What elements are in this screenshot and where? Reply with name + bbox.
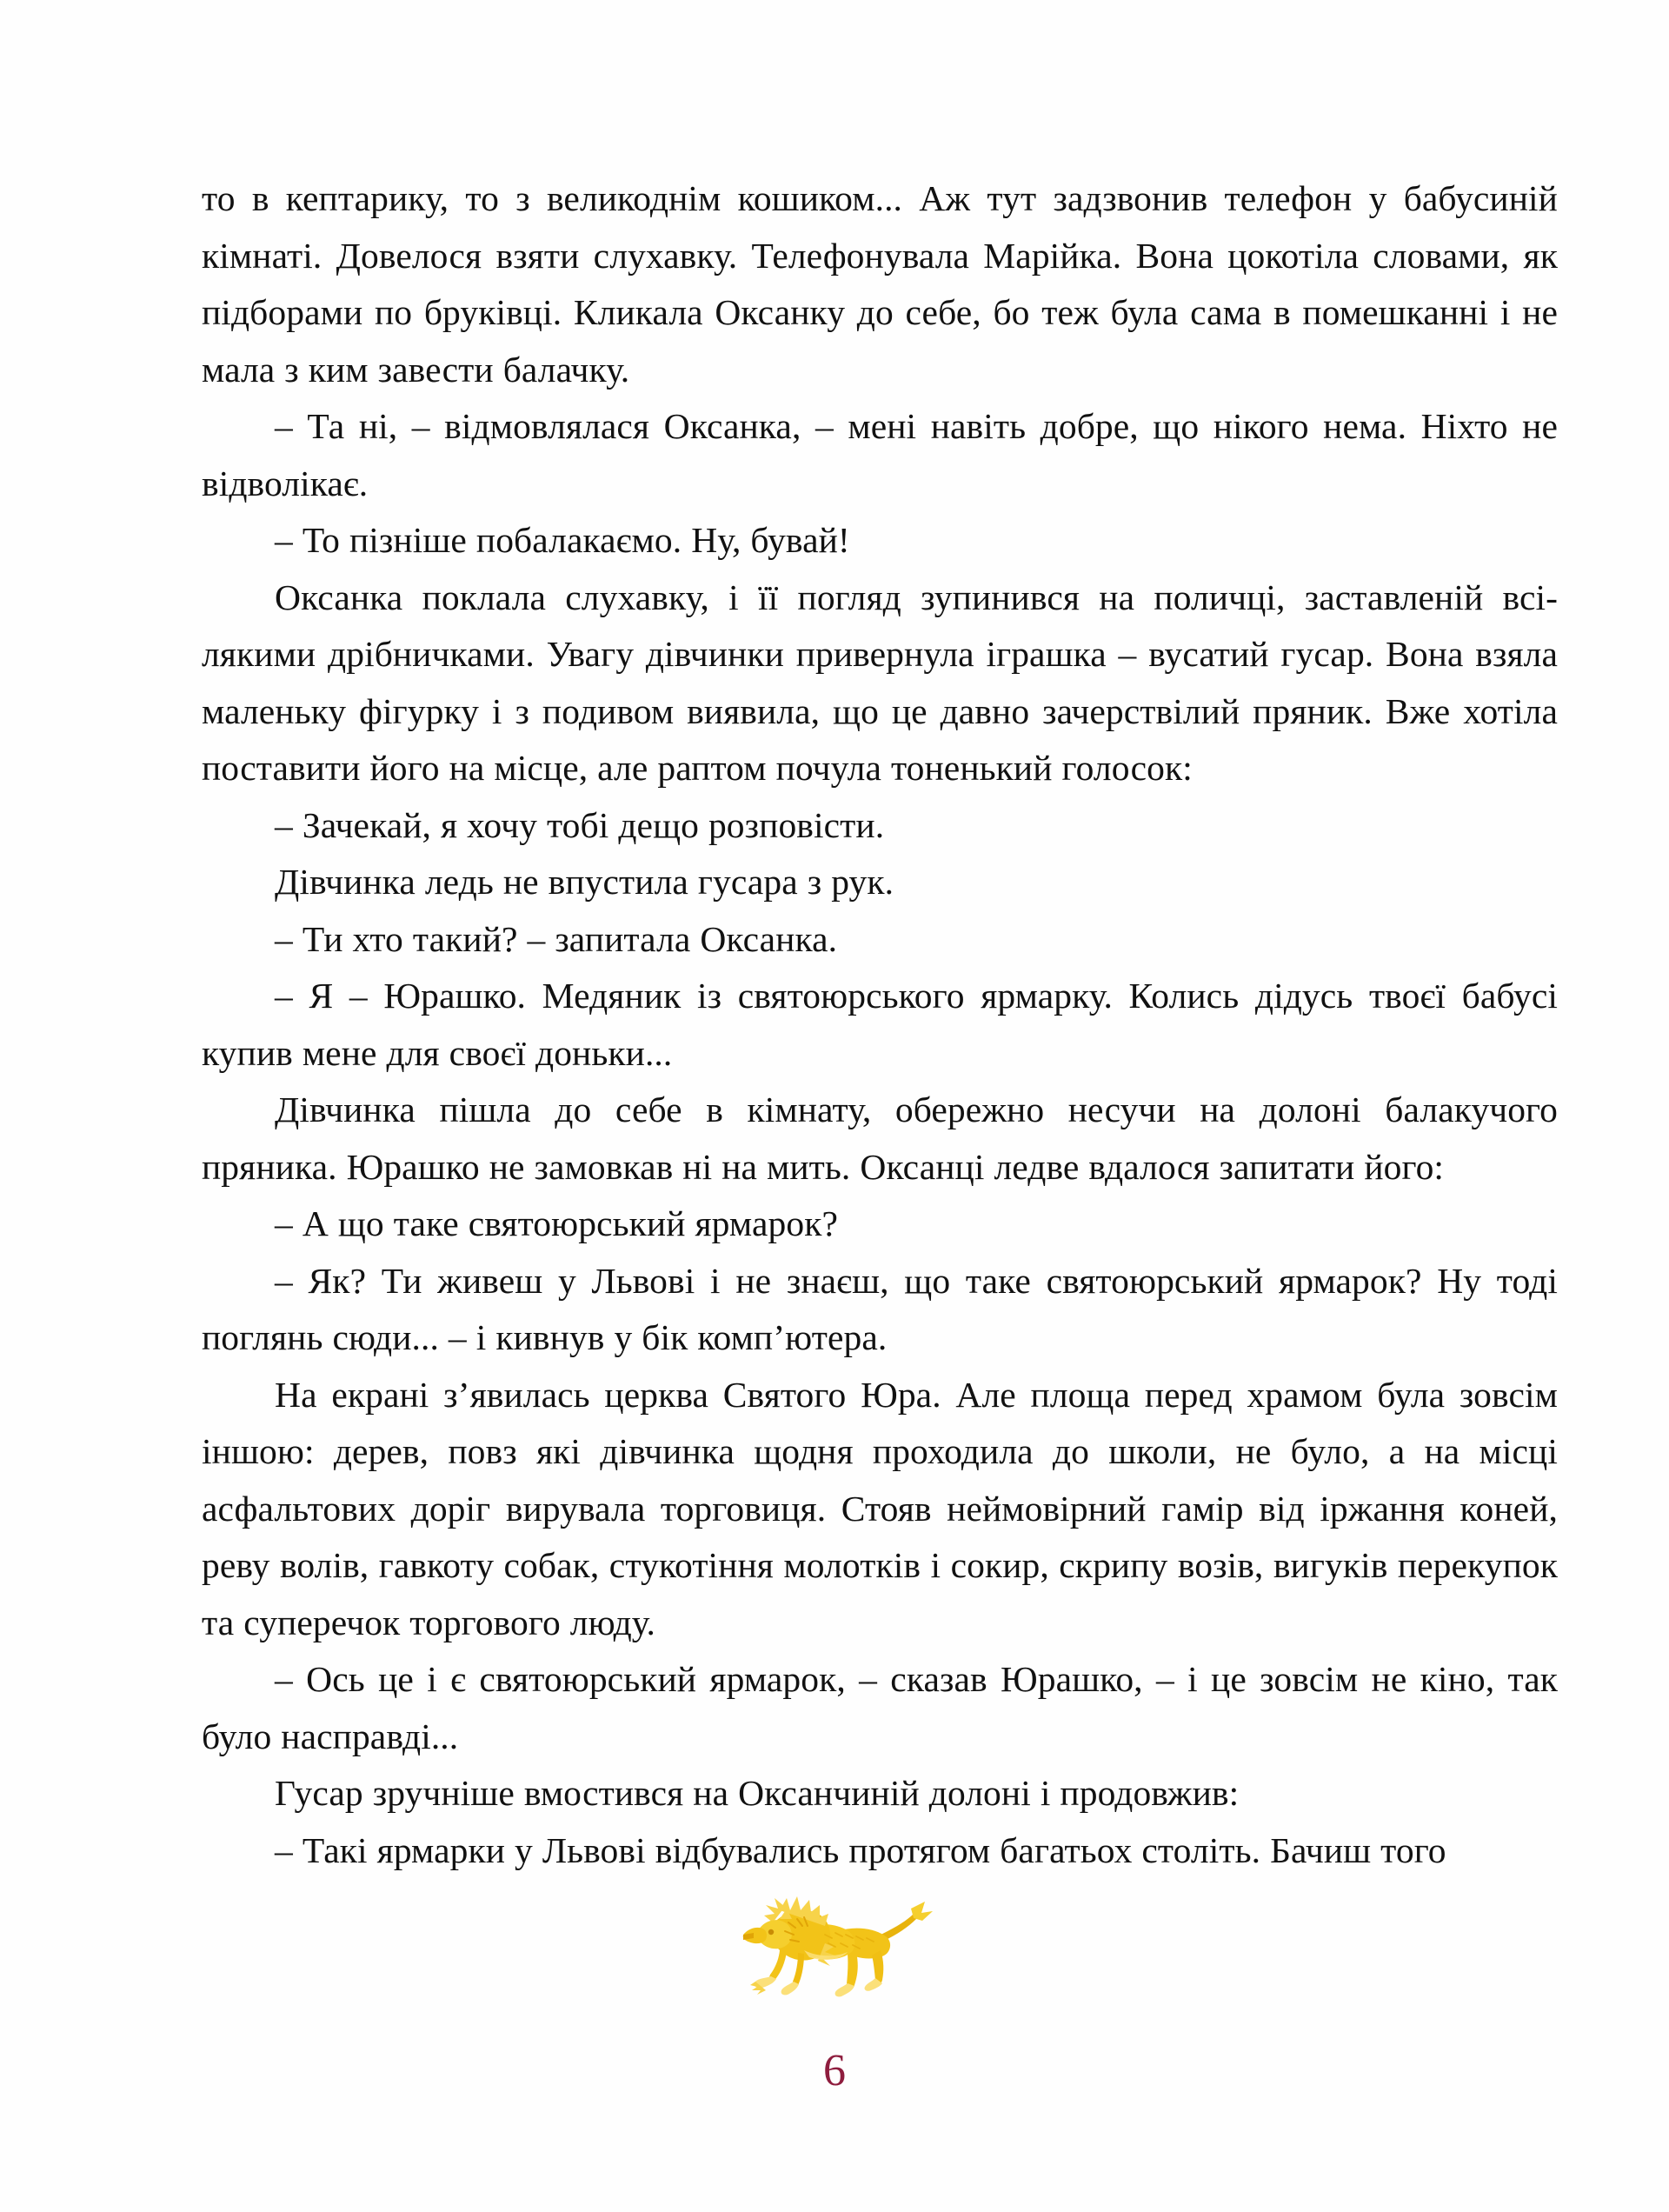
paragraph: – Та ні, – відмовлялася Оксанка, – мені навіть добре, що нікого нема. Ніхто не відволікає. <box>202 406 1558 503</box>
paragraph: Оксанка поклала слухавку, і її погляд зупинився на поличці, заставленій всілякими дрібничками. Увагу дівчинки привернула іграшка – вусатий гусар. Вона взяла маленьку фігурку і з подивом виявила, що це давно зачерствілий пряник. Вже хотіла поставити його на місце, але раптом почула тоненький голосок: <box>202 576 1558 788</box>
page-number: 6 <box>823 2046 846 2095</box>
paragraph: то в кептарику, то з великоднім кошиком... Аж тут задзвонив телефон у бабусиній кімнаті. Довелося взяти слухавку. Телефонувала Марійка. Вона цокотіла словами, як підборами по бруківці. Кликала Оксанку до себе, бо теж була сама в помешканні і не мала з ким завести балачку. <box>202 178 1558 390</box>
lion-ornament <box>0 1885 1669 2015</box>
paragraph: – Я – Юрашко. Медяник із святоюрського ярмарку. Колись дідусь твоєї бабусі купив мене для своєї доньки... <box>202 976 1558 1073</box>
paragraph: Дівчинка пішла до себе в кімнату, обережно несучи на долоні балакучого пряника. Юрашко не замовкав ні на мить. Оксанці ледве вдалося запитати його: <box>202 1089 1558 1187</box>
lion-icon <box>735 1889 934 2011</box>
paragraph: – Ти хто такий? – запитала Оксанка. <box>275 918 838 959</box>
body-text-block <box>202 170 1558 1879</box>
paragraph: Дівчинка ледь не впустила гусара з рук. <box>275 862 894 902</box>
paragraph: – А що таке святоюрський ярмарок? <box>275 1203 838 1243</box>
paragraph: Гусар зручніше вмостився на Оксанчиній долоні і продовжив: <box>275 1773 1240 1813</box>
paragraph: – Такі ярмарки у Львові відбувались протягом багатьох століть. Бачиш того <box>275 1829 1446 1870</box>
paragraph: На екрані з’явилась церква Святого Юра. Але площа перед храмом була зовсім іншою: дерев, повз які дівчинка щодня проходила до школи, не було, а на місці асфальтових доріг вирувала торговиця. Стояв неймовірний гамір від іржання коней, реву волів, гавкоту собак, стукотіння молотків і сокир, скрипу возів, вигуків перекупок та суперечок торгового люду. <box>202 1374 1558 1642</box>
paragraph: – Як? Ти живеш у Львові і не знаєш, що таке святоюрський ярмарок? Ну тоді поглянь сюди... – і кивнув у бік комп’ютера. <box>202 1260 1558 1357</box>
paragraph: – То пізніше побалакаємо. Ну, бувай! <box>275 520 850 560</box>
paragraph: – Ось це і є святоюрський ярмарок, – сказав Юрашко, – і це зовсім не кіно, так було насправді... <box>202 1659 1558 1756</box>
paragraph: – Зачекай, я хочу тобі дещо розповісти. <box>275 804 885 845</box>
